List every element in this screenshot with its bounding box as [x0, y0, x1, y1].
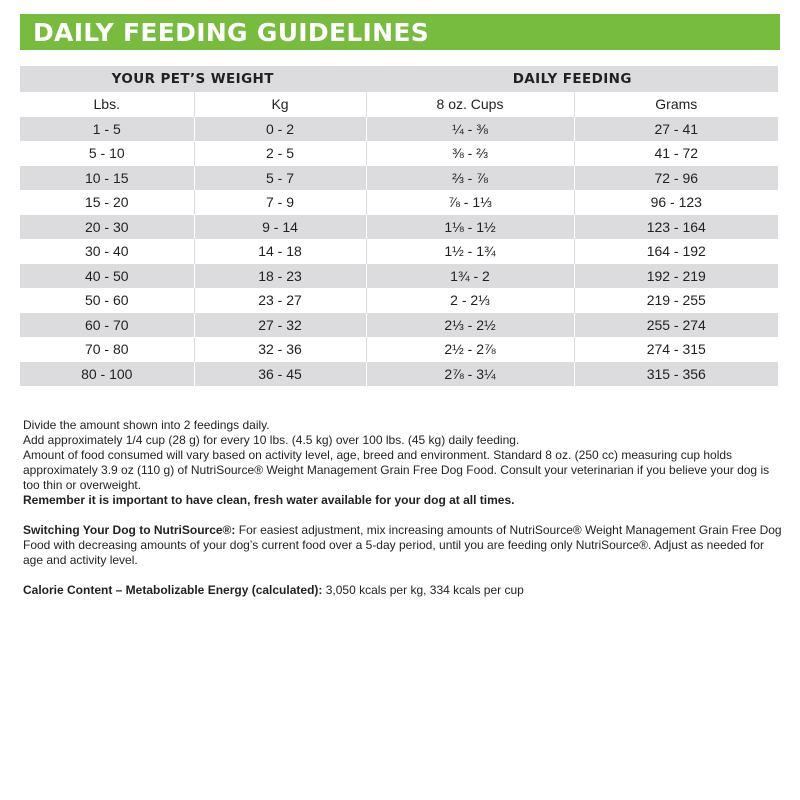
table-row	[20, 337, 778, 362]
cell-lbs: 15 - 20	[20, 190, 194, 215]
table-row	[20, 190, 778, 215]
note-calorie-text: 3,050 kcals per kg, 334 kcals per cup	[322, 583, 524, 597]
group-header-weight: YOUR PET’S WEIGHT	[20, 66, 366, 92]
title-banner	[20, 14, 780, 50]
page-title: DAILY FEEDING GUIDELINES	[33, 17, 430, 47]
cell-cups: ¼ - ⅜	[366, 117, 574, 142]
note-calorie-heading: Calorie Content – Metabolizable Energy (calculated):	[23, 583, 323, 597]
cell-grams: 164 - 192	[574, 239, 778, 264]
table-row	[20, 264, 778, 289]
cell-lbs: 80 - 100	[20, 362, 194, 387]
cell-grams: 315 - 356	[574, 362, 778, 387]
cell-lbs: 30 - 40	[20, 239, 194, 264]
cell-lbs: 70 - 80	[20, 337, 194, 362]
cell-kg: 32 - 36	[194, 337, 366, 362]
table-row	[20, 141, 778, 166]
table-row	[20, 215, 778, 240]
column-header-lbs: Lbs.	[20, 92, 194, 117]
note-switching	[23, 523, 783, 568]
cell-grams: 274 - 315	[574, 337, 778, 362]
table-row	[20, 313, 778, 338]
cell-cups: 2⅞ - 3¼	[366, 362, 574, 387]
note-additional: Add approximately 1/4 cup (28 g) for every 10 lbs. (4.5 kg) over 100 lbs. (45 kg) daily feeding.	[23, 433, 520, 447]
cell-kg: 36 - 45	[194, 362, 366, 387]
table-row	[20, 166, 778, 191]
cell-cups: 2 - 2⅓	[366, 288, 574, 313]
table-row	[20, 239, 778, 264]
table-row	[20, 117, 778, 142]
cell-kg: 27 - 32	[194, 313, 366, 338]
cell-cups: 1¾ - 2	[366, 264, 574, 289]
table-row	[20, 362, 778, 387]
cell-kg: 7 - 9	[194, 190, 366, 215]
group-header-row	[20, 66, 778, 92]
cell-grams: 219 - 255	[574, 288, 778, 313]
feeding-notes	[23, 418, 783, 598]
column-header-kg: Kg	[194, 92, 366, 117]
cell-cups: ⅔ - ⅞	[366, 166, 574, 191]
cell-kg: 5 - 7	[194, 166, 366, 191]
cell-kg: 14 - 18	[194, 239, 366, 264]
cell-lbs: 60 - 70	[20, 313, 194, 338]
column-header-cups: 8 oz. Cups	[366, 92, 574, 117]
cell-grams: 192 - 219	[574, 264, 778, 289]
note-switching-heading: Switching Your Dog to NutriSource®:	[23, 523, 236, 537]
cell-lbs: 50 - 60	[20, 288, 194, 313]
note-switching-text: For easiest adjustment, mix increasing amounts of NutriSource® Weight Management Grain Free Dog Food with decreasing amounts of your dog’s current food over a 5-day period, until you are feeding only NutriSource®. Adjust as needed for age and activity level.	[23, 523, 782, 567]
cell-grams: 72 - 96	[574, 166, 778, 191]
table-row	[20, 288, 778, 313]
note-amount: Amount of food consumed will vary based on activity level, age, breed and environment. Standard 8 oz. (250 cc) measuring cup holds approximately 3.9 oz (110 g) of NutriSource® Weight Management Grain Free Dog Food. Consult your veterinarian if you believe your dog is too thin or overweight.	[23, 448, 770, 492]
cell-cups: ⅞ - 1⅓	[366, 190, 574, 215]
cell-kg: 9 - 14	[194, 215, 366, 240]
cell-kg: 18 - 23	[194, 264, 366, 289]
feeding-table	[20, 66, 778, 386]
cell-grams: 255 - 274	[574, 313, 778, 338]
cell-lbs: 40 - 50	[20, 264, 194, 289]
cell-grams: 27 - 41	[574, 117, 778, 142]
column-header-grams: Grams	[574, 92, 778, 117]
note-feedings: Divide the amount shown into 2 feedings daily.	[23, 418, 270, 432]
cell-grams: 96 - 123	[574, 190, 778, 215]
cell-cups: ⅜ - ⅔	[366, 141, 574, 166]
cell-grams: 41 - 72	[574, 141, 778, 166]
cell-lbs: 1 - 5	[20, 117, 194, 142]
cell-cups: 2⅓ - 2½	[366, 313, 574, 338]
cell-lbs: 20 - 30	[20, 215, 194, 240]
cell-kg: 23 - 27	[194, 288, 366, 313]
cell-kg: 0 - 2	[194, 117, 366, 142]
cell-cups: 1½ - 1¾	[366, 239, 574, 264]
column-header-row	[20, 92, 778, 117]
cell-grams: 123 - 164	[574, 215, 778, 240]
cell-lbs: 10 - 15	[20, 166, 194, 191]
cell-cups: 2½ - 2⅞	[366, 337, 574, 362]
cell-cups: 1⅛ - 1½	[366, 215, 574, 240]
cell-kg: 2 - 5	[194, 141, 366, 166]
group-header-feeding: DAILY FEEDING	[366, 66, 778, 92]
cell-lbs: 5 - 10	[20, 141, 194, 166]
note-water: Remember it is important to have clean, fresh water available for your dog at all times.	[23, 493, 515, 507]
note-calorie	[23, 583, 783, 598]
